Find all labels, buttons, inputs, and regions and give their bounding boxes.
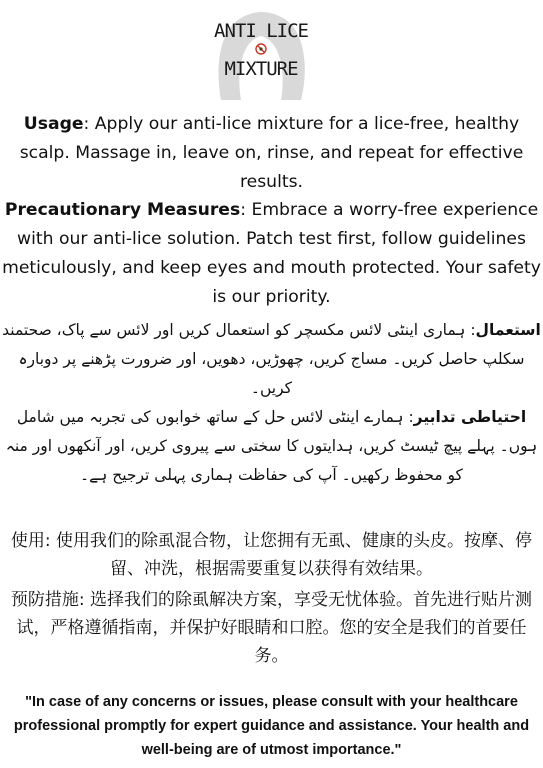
urdu-usage-heading: استعمال [475, 321, 541, 339]
english-usage-paragraph [0, 110, 543, 197]
urdu-precaution-heading: احتیاطی تدابیر [413, 408, 527, 426]
no-lice-icon [255, 43, 267, 55]
english-precaution-heading: Precautionary Measures [4, 200, 241, 220]
english-precaution-text: : Embrace a worry-free experience with our anti-lice solution. Patch test first, follow guidelines meticulously, and keep eyes and mouth protected. Your safety is our priority. [2, 200, 541, 307]
footer-disclaimer: "In case of any concerns or issues, please consult with your healthcare professional promptly for expert guidance and assistance. Your health and well-being are of utmost importance." [13, 694, 530, 758]
urdu-usage-text: : ہماری اینٹی لائس مکسچر کو استعمال کریں اور لائس سے پاک، صحتمند سکلپ حاصل کریں۔ مساج کریں، چھوڑیں، دھویں، اور ضرورت پڑھنے پر دوبارہ کریں۔ [2, 321, 525, 397]
english-usage-heading: Usage [23, 114, 84, 134]
urdu-precaution-paragraph [0, 403, 543, 490]
logo-title-line-2: MIXTURE [224, 58, 298, 80]
english-precaution-paragraph [0, 196, 543, 312]
english-usage-text: : Apply our anti-lice mixture for a lice-free, healthy scalp. Massage in, leave on, rinse, and repeat for effective results. [19, 114, 524, 192]
chinese-usage-paragraph: 使用: 使用我们的除虱混合物，让您拥有无虱、健康的头皮。按摩、停留、冲洗，根据需要重复以获得有效结果。 [10, 531, 533, 579]
urdu-precaution-text: : ہمارے اینٹی لائس حل کے ساتھ خوابوں کی تجربہ میں شامل ہوں۔ پہلے پیچ ٹیسٹ کریں، ہدایتوں کا سختی سے پیروی کریں، اور آنکھوں اور منہ کو محفوظ رکھیں۔ آپ کی حفاظت ہماری پہلی ترجیح ہے۔ [5, 408, 538, 484]
chinese-precaution-paragraph: 预防措施: 选择我们的除虱解决方案，享受无忧体验。首先进行贴片测试，严格遵循指南，并保护好眼睛和口腔。您的安全是我们的首要任务。 [10, 590, 533, 666]
brand-logo [205, 8, 317, 100]
urdu-usage-paragraph [0, 316, 543, 403]
logo-title-line-1: ANTI LICE [214, 20, 308, 42]
